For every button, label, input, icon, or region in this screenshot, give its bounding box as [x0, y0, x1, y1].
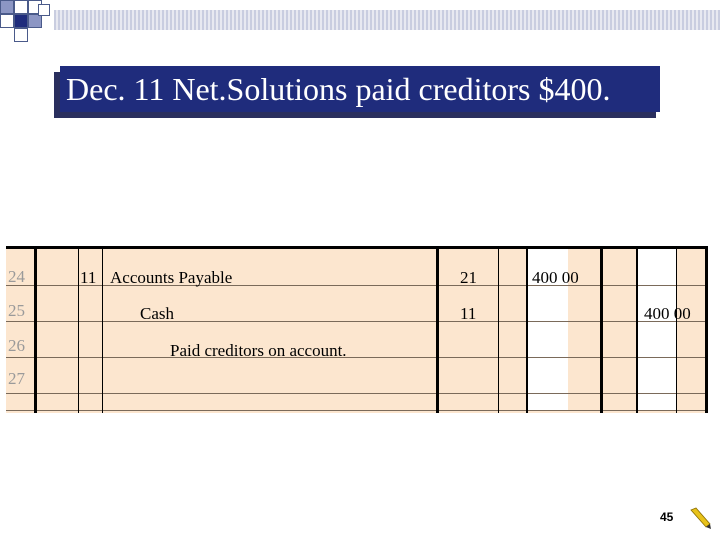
column-divider [705, 249, 708, 413]
post-ref: 11 [460, 304, 477, 323]
credit-amount: 400 00 [644, 304, 691, 323]
line-number: 27 [8, 369, 25, 388]
journal-table [6, 246, 708, 413]
column-divider [102, 249, 103, 413]
entry-date: 11 [80, 268, 97, 287]
decor-square [0, 0, 14, 14]
post-ref: 21 [460, 268, 477, 287]
column-divider [436, 249, 439, 413]
decor-square [0, 14, 14, 28]
debit-amount: 400 00 [532, 268, 579, 287]
decor-square [14, 28, 28, 42]
column-divider [636, 249, 638, 413]
page-number: 45 [660, 510, 674, 524]
account-name: Cash [140, 304, 174, 323]
column-divider [676, 249, 677, 413]
line-number: 24 [8, 267, 25, 286]
decor-bar [54, 10, 720, 30]
decor-square [14, 14, 28, 28]
slide-title: Dec. 11 Net.Solutions paid creditors $400. [60, 66, 660, 112]
pencil-icon [688, 506, 712, 530]
account-name: Accounts Payable [110, 268, 233, 287]
line-number: 26 [8, 336, 25, 355]
column-divider [498, 249, 499, 413]
column-divider [34, 249, 37, 413]
column-divider [78, 249, 79, 413]
column-divider [600, 249, 603, 413]
decor-square [38, 4, 50, 16]
decor-square [28, 14, 42, 28]
white-column [638, 249, 676, 411]
line-number: 25 [8, 301, 25, 320]
decor-square [14, 0, 28, 14]
column-divider [526, 249, 528, 413]
entry-explanation: Paid creditors on account. [170, 341, 347, 360]
